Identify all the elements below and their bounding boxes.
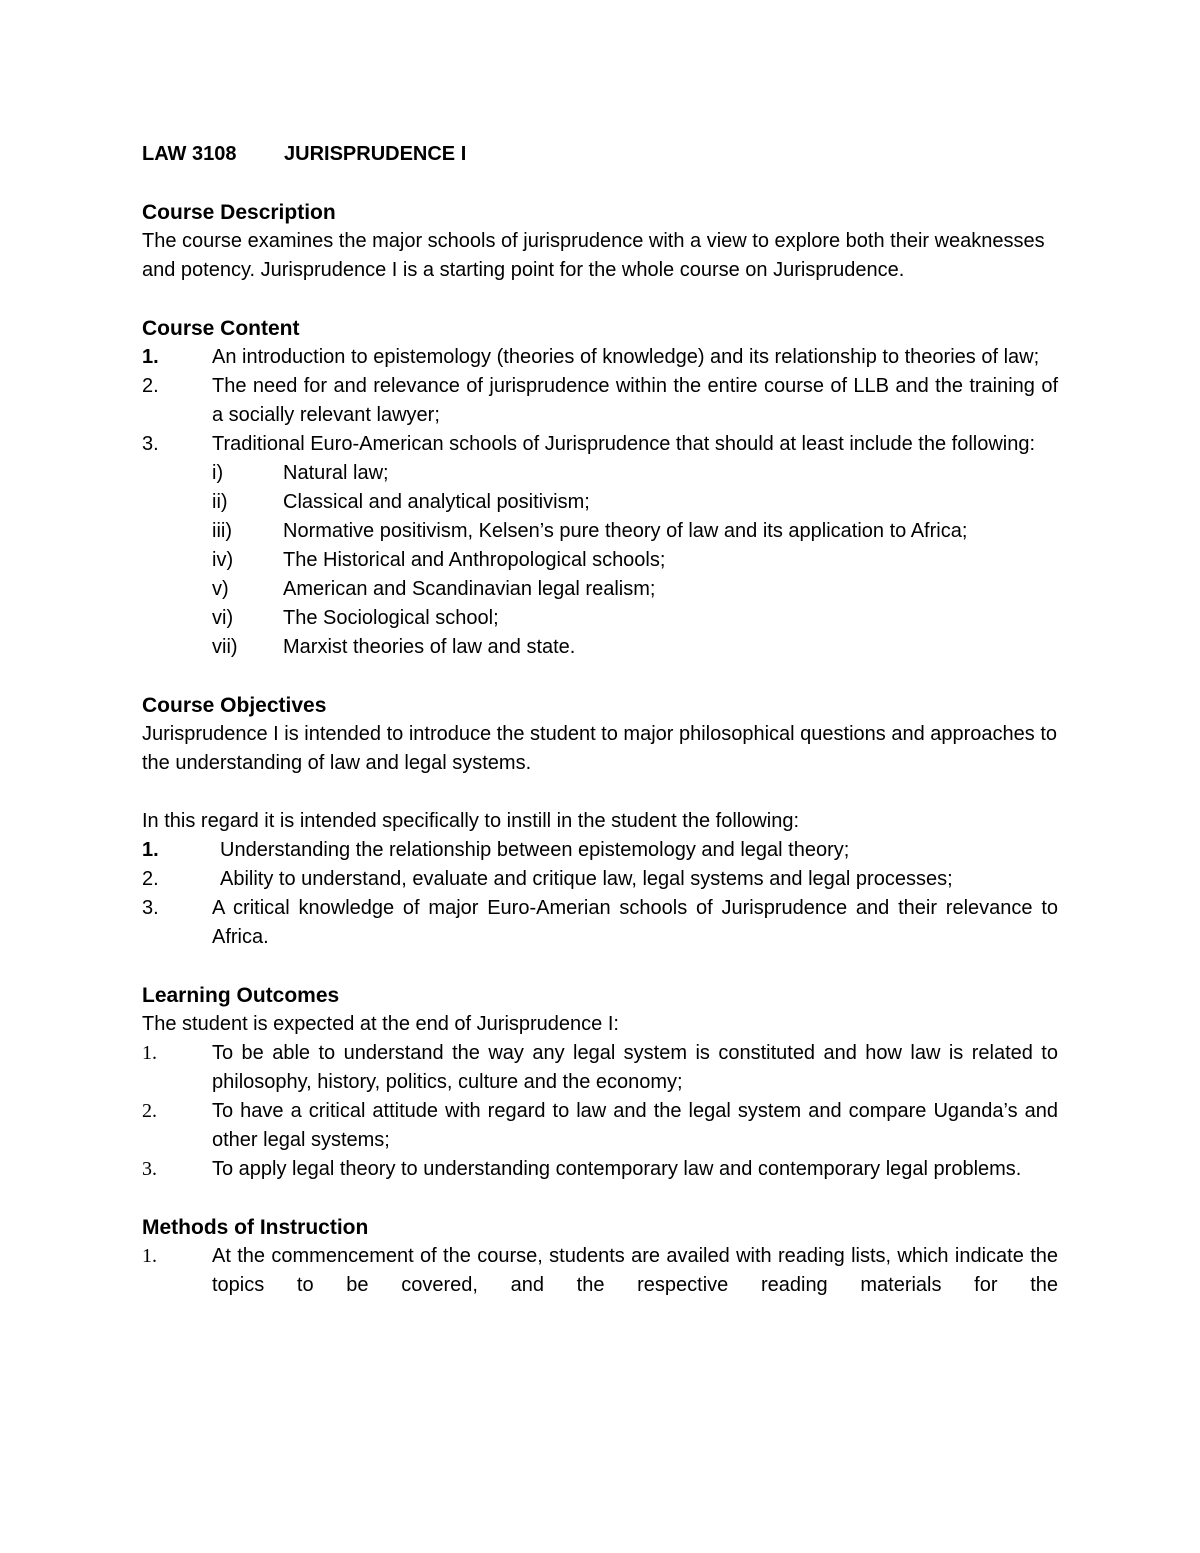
- list-item: [142, 1039, 1058, 1097]
- sublist-item: [212, 633, 1058, 662]
- list-text: An introduction to epistemology (theories of knowledge) and its relationship to theories of law;: [212, 346, 1040, 368]
- objectives-list: [142, 836, 1058, 952]
- content-heading: Course Content: [142, 317, 300, 340]
- description-heading: Course Description: [142, 201, 336, 224]
- outcomes-intro: The student is expected at the end of Jurisprudence I:: [142, 1013, 619, 1035]
- outcomes-list: [142, 1039, 1058, 1184]
- list-number: 2.: [142, 375, 159, 397]
- list-text: To apply legal theory to understanding contemporary law and contemporary legal problems.: [212, 1158, 1022, 1180]
- sublist-number: iv): [212, 549, 234, 571]
- methods-heading: Methods of Instruction: [142, 1216, 369, 1239]
- course-title-row: [142, 140, 1058, 169]
- list-number: 2.: [142, 1100, 157, 1122]
- sublist-text: Normative positivism, Kelsen’s pure theory of law and its application to Africa;: [283, 520, 968, 542]
- list-text: Understanding the relationship between epistemology and legal theory;: [220, 839, 850, 861]
- sublist-text: American and Scandinavian legal realism;: [283, 578, 656, 600]
- list-item: [142, 372, 1058, 430]
- objectives-intro: Jurisprudence I is intended to introduce the student to major philosophical questions and approaches to the understanding of law and legal systems.: [142, 723, 1058, 774]
- sublist-number: v): [212, 578, 229, 600]
- document-page: [142, 140, 1058, 1300]
- list-item: [142, 1097, 1058, 1155]
- list-item: [142, 1242, 1058, 1300]
- sublist-item: [212, 604, 1058, 633]
- list-item: [142, 430, 1058, 459]
- sublist-number: vi): [212, 607, 234, 629]
- list-item: [142, 894, 1058, 952]
- list-text: Traditional Euro-American schools of Jurisprudence that should at least include the following:: [212, 433, 1036, 455]
- sublist-item: [212, 517, 1058, 546]
- sublist-item: [212, 546, 1058, 575]
- list-item: [142, 343, 1058, 372]
- sublist-number: ii): [212, 491, 228, 513]
- list-text: At the commencement of the course, students are availed with reading lists, which indicate the topics to be covered, and the respective reading materials for the: [212, 1245, 1058, 1296]
- course-title: JURISPRUDENCE I: [284, 143, 467, 165]
- sublist-number: iii): [212, 520, 232, 542]
- objectives-heading: Course Objectives: [142, 694, 327, 717]
- course-code: LAW 3108: [142, 143, 237, 165]
- list-text: A critical knowledge of major Euro-Amerian schools of Jurisprudence and their relevance to Africa.: [212, 897, 1058, 948]
- outcomes-heading: Learning Outcomes: [142, 984, 340, 1007]
- sublist-text: The Historical and Anthropological schools;: [283, 549, 666, 571]
- list-text: Ability to understand, evaluate and critique law, legal systems and legal processes;: [220, 868, 953, 890]
- sublist-item: [212, 459, 1058, 488]
- list-text: The need for and relevance of jurisprudence within the entire course of LLB and the training of a socially relevant lawyer;: [212, 375, 1058, 426]
- objectives-lead: In this regard it is intended specifically to instill in the student the following:: [142, 810, 800, 832]
- list-number: 3.: [142, 897, 159, 919]
- list-item: [142, 1155, 1058, 1184]
- list-number: 3.: [142, 433, 159, 455]
- sublist-text: Classical and analytical positivism;: [283, 491, 590, 513]
- list-number: 1.: [142, 346, 159, 368]
- sublist-item: [212, 488, 1058, 517]
- list-number: 1.: [142, 1245, 157, 1267]
- list-text: To be able to understand the way any legal system is constituted and how law is related to philosophy, history, politics, culture and the economy;: [212, 1042, 1058, 1093]
- sublist-text: Natural law;: [283, 462, 389, 484]
- methods-list: [142, 1242, 1058, 1300]
- sublist-number: i): [212, 462, 224, 484]
- list-number: 2.: [142, 868, 159, 890]
- sublist-text: Marxist theories of law and state.: [283, 636, 576, 658]
- list-number: 3.: [142, 1158, 157, 1180]
- list-item: [142, 836, 1058, 865]
- sublist-item: [212, 575, 1058, 604]
- description-text: The course examines the major schools of jurisprudence with a view to explore both their weaknesses and potency. Jurisprudence I is a starting point for the whole course on Jurisprudence.: [142, 230, 1045, 281]
- list-text: To have a critical attitude with regard to law and the legal system and compare Uganda’s and other legal systems;: [212, 1100, 1058, 1151]
- list-number: 1.: [142, 1042, 157, 1064]
- list-number: 1.: [142, 839, 159, 861]
- content-sublist: [142, 459, 1058, 662]
- content-list: [142, 343, 1058, 662]
- sublist-text: The Sociological school;: [283, 607, 499, 629]
- sublist-number: vii): [212, 636, 238, 658]
- list-item: [142, 865, 1058, 894]
